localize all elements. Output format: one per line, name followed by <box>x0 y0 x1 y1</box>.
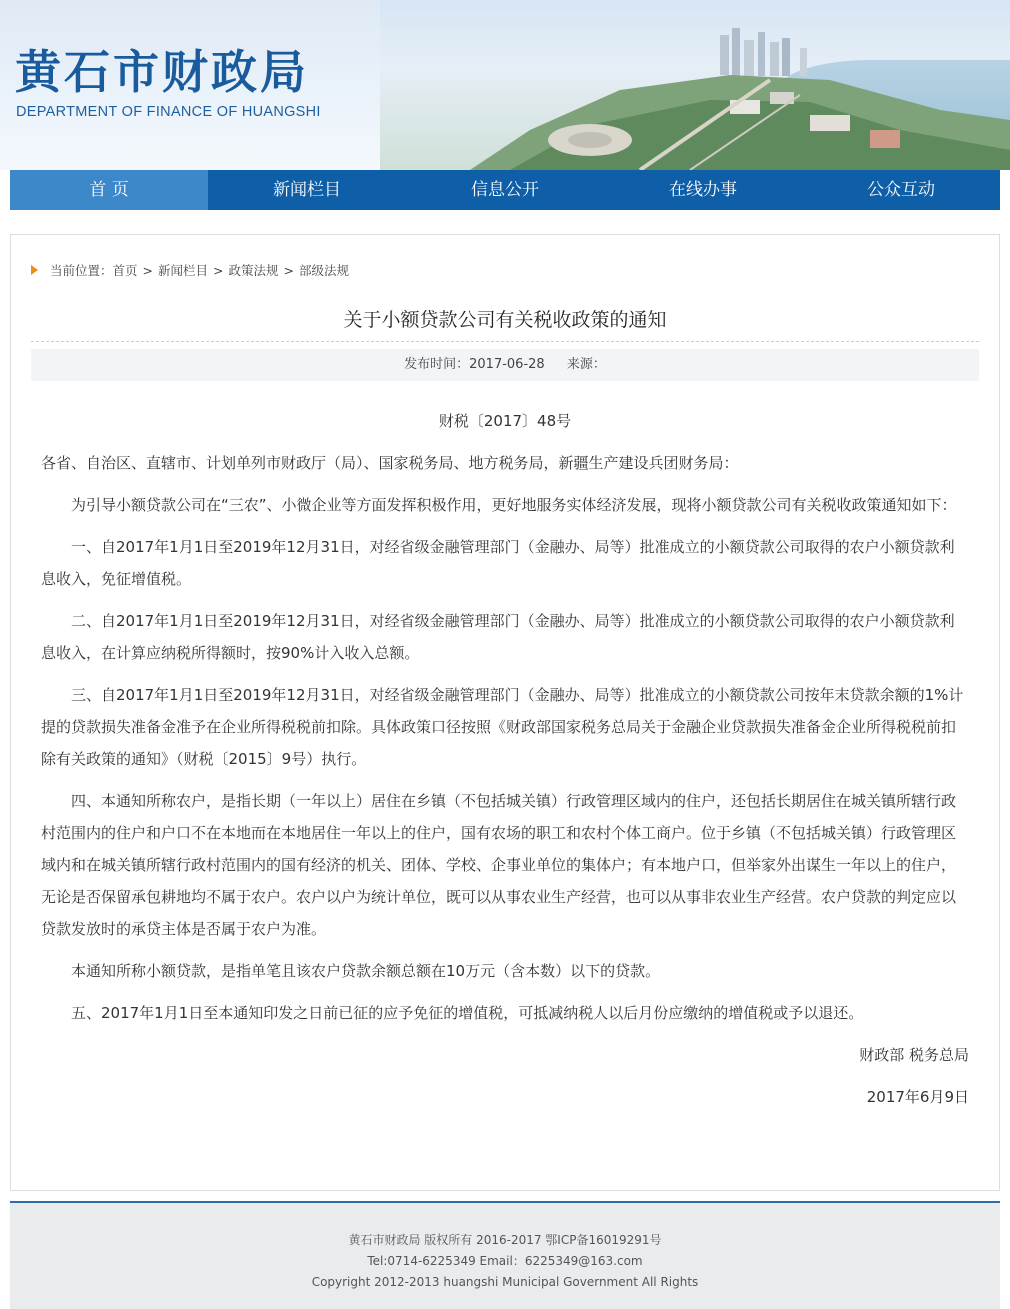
site-logo-title: 黄石市财政局 <box>15 45 309 99</box>
article-paragraph: 为引导小额贷款公司在“三农”、小微企业等方面发挥积极作用，更好地服务实体经济发展，现将小额贷款公司有关税收政策通知如下： <box>71 496 957 514</box>
header-banner <box>0 0 1010 170</box>
breadcrumb <box>31 261 349 279</box>
article-signer: 财政部 税务总局 <box>859 1046 969 1064</box>
article-paragraph: 三、自2017年1月1日至2019年12月31日，对经省级金融管理部门（金融办、局等）批准成立的小额贷款公司按年末贷款余额的1%计提的贷款损失准备金准予在企业所得税税前扣除。具体政策口径按照《财政部国家税务总局关于金融企业贷款损失准备金企业所得税税前扣除有关政策的通知》（财税〔2015〕9号）执行。 <box>41 686 964 768</box>
breadcrumb-news[interactable]: 新闻栏目 <box>158 263 209 278</box>
publish-time: 发布时间：2017-06-28 <box>404 357 545 372</box>
addressee: 各省、自治区、直辖市、计划单列市财政厅（局）、国家税务局、地方税务局，新疆生产建设兵团财务局： <box>41 454 739 472</box>
article-paragraph: 二、自2017年1月1日至2019年12月31日，对经省级金融管理部门（金融办、局等）批准成立的小额贷款公司取得的农户小额贷款利息收入，在计算应纳税所得额时，按90%计入收入总额。 <box>41 612 955 662</box>
article-paragraph: 本通知所称小额贷款，是指单笔且该农户贷款余额总额在10万元（含本数）以下的贷款。 <box>71 962 661 980</box>
footer-english-copyright: Copyright 2012-2013 huangshi Municipal Government All Rights <box>311 1275 699 1289</box>
breadcrumb-policy[interactable]: 政策法规 <box>228 263 279 278</box>
article-body <box>41 405 969 1123</box>
nav-item-public-interaction[interactable]: 公众互动 <box>867 180 935 200</box>
nav-item-news[interactable]: 新闻栏目 <box>273 180 341 200</box>
breadcrumb-label: 当前位置： <box>50 263 113 278</box>
main-nav <box>10 170 1000 210</box>
title-divider <box>31 341 979 342</box>
breadcrumb-separator: > <box>213 262 224 278</box>
breadcrumb-ministry-regulations[interactable]: 部级法规 <box>299 263 350 278</box>
arrow-right-icon <box>31 265 38 275</box>
breadcrumb-separator: > <box>142 262 154 278</box>
article-paragraph: 四、本通知所称农户，是指长期（一年以上）居住在乡镇（不包括城关镇）行政管理区域内的住户，还包括长期居住在城关镇所辖行政村范围内的住户和户口不在本地而在本地居住一年以上的住户，国有农场的职工和农村个体工商户。位于乡镇（不包括城关镇）行政管理区域内和在城关镇所辖行政村范围内的国有经济的机关、团体、学校、企事业单位的集体户；有本地户口，但举家外出谋生一年以上的住户，无论是否保留承包耕地均不属于农户。农户以户为统计单位，既可以从事农业生产经营，也可以从事非农业生产经营。农户贷款的判定应以贷款发放时的承贷主体是否属于农户为准。 <box>41 792 957 938</box>
article-date: 2017年6月9日 <box>866 1088 969 1106</box>
doc-number: 财税〔2017〕48号 <box>438 412 572 430</box>
nav-item-online-service[interactable]: 在线办事 <box>669 180 737 200</box>
site-logo-subtitle: DEPARTMENT OF FINANCE OF HUANGSHI <box>16 104 321 120</box>
article-source: 来源： <box>566 357 606 372</box>
breadcrumb-separator: > <box>283 262 295 278</box>
site-footer <box>10 1203 1000 1309</box>
footer-contact: Tel:0714-6225349 Email：6225349@163.com <box>367 1254 643 1268</box>
article-paragraph: 五、2017年1月1日至本通知印发之日前已征的应予免征的增值税，可抵减纳税人以后月份应缴纳的增值税或予以退还。 <box>71 1004 864 1022</box>
nav-item-info-disclosure[interactable]: 信息公开 <box>471 180 539 200</box>
breadcrumb-home[interactable]: 首页 <box>112 263 138 278</box>
nav-item-home[interactable]: 首 页 <box>10 170 208 210</box>
city-skyline-image <box>470 20 1010 170</box>
article-panel <box>10 234 1000 1191</box>
footer-copyright: 黄石市财政局 版权所有 2016-2017 鄂ICP备16019291号 <box>348 1233 662 1247</box>
article-paragraph: 一、自2017年1月1日至2019年12月31日，对经省级金融管理部门（金融办、局等）批准成立的小额贷款公司取得的农户小额贷款利息收入，免征增值税。 <box>41 538 955 588</box>
article-title: 关于小额贷款公司有关税收政策的通知 <box>343 309 667 331</box>
article-meta <box>31 349 979 381</box>
